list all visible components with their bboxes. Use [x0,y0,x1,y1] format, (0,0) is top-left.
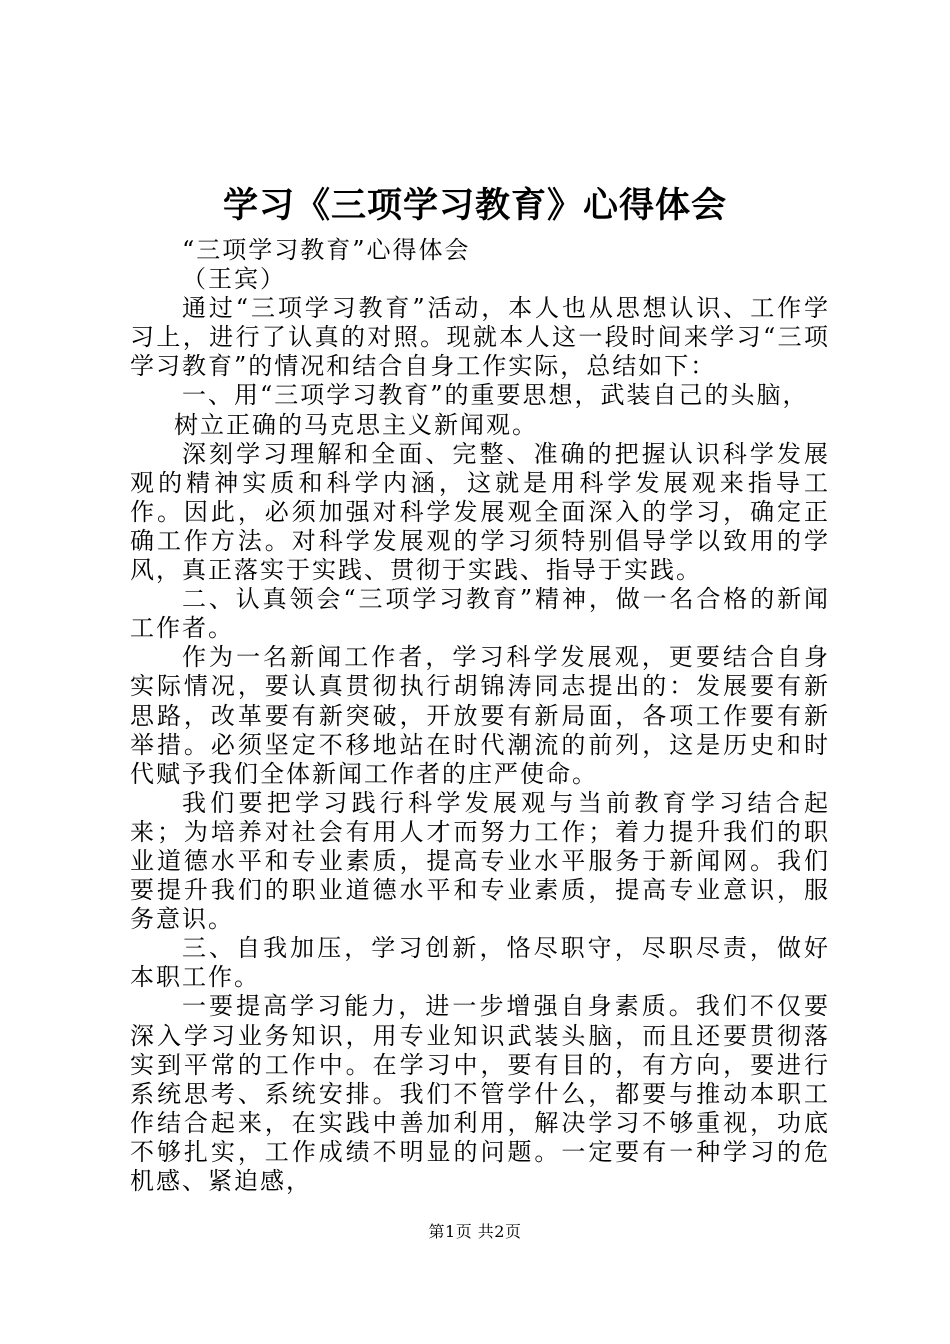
body-paragraph: 作为一名新闻工作者，学习科学发展观，更要结合自身实际情况，要认真贯彻执行胡锦涛同志提出的：发展要有新思路，改革要有新突破，开放要有新局面，各项工作要有新举措。必须坚定不移地站在时代潮流的前列，这是历史和时代赋予我们全体新闻工作者的庄严使命。 [130,643,830,788]
document-title: 学习《三项学习教育》心得体会 [222,186,727,226]
body-paragraph: 一要提高学习能力，进一步增强自身素质。我们不仅要深入学习业务知识，用专业知识武装头脑，而且还要贯彻落实到平常的工作中。在学习中，要有目的，有方向，要进行系统思考、系统安排。我们不管学什么，都要与推动本职工作结合起来，在实践中善加利用，解决学习不够重视，功底不够扎实，工作成绩不明显的问题。一定要有一种学习的危机感、紧迫感， [130,992,830,1195]
section-heading-1: 一、用“三项学习教育”的重要思想，武装自己的头脑， [182,381,809,410]
section-heading-1-continued: 树立正确的马克思主义新闻观。 [174,410,538,439]
page-footer: 第1页 共2页 [428,1222,522,1241]
document-body [130,236,830,1196]
author-paragraph: （王宾） [182,265,286,294]
body-paragraph: 深刻学习理解和全面、完整、准确的把握认识科学发展观的精神实质和科学内涵，这就是用科学发展观来指导工作。因此，必须加强对科学发展观全面深入的学习，确定正确工作方法。对科学发展观的学习须特别倡导学以致用的学风，真正落实于实践、贯彻于实践、指导于实践。 [130,439,830,585]
body-paragraph: 我们要把学习践行科学发展观与当前教育学习结合起来；为培养对社会有用人才而努力工作；着力提升我们的职业道德水平和专业素质，提高专业水平服务于新闻网。我们要提升我们的职业道德水平和专业素质，提高专业意识，服务意识。 [130,788,830,934]
section-heading-2: 二、认真领会“三项学习教育”精神，做一名合格的新闻工作者。 [130,585,830,643]
body-paragraph: 通过“三项学习教育”活动，本人也从思想认识、工作学习上，进行了认真的对照。现就本人这一段时间来学习“三项学习教育”的情况和结合自身工作实际，总结如下： [130,294,830,381]
section-heading-3: 三、自我加压，学习创新，恪尽职守，尽职尽责，做好本职工作。 [130,934,830,992]
subtitle-paragraph: “三项学习教育”心得体会 [182,236,471,264]
